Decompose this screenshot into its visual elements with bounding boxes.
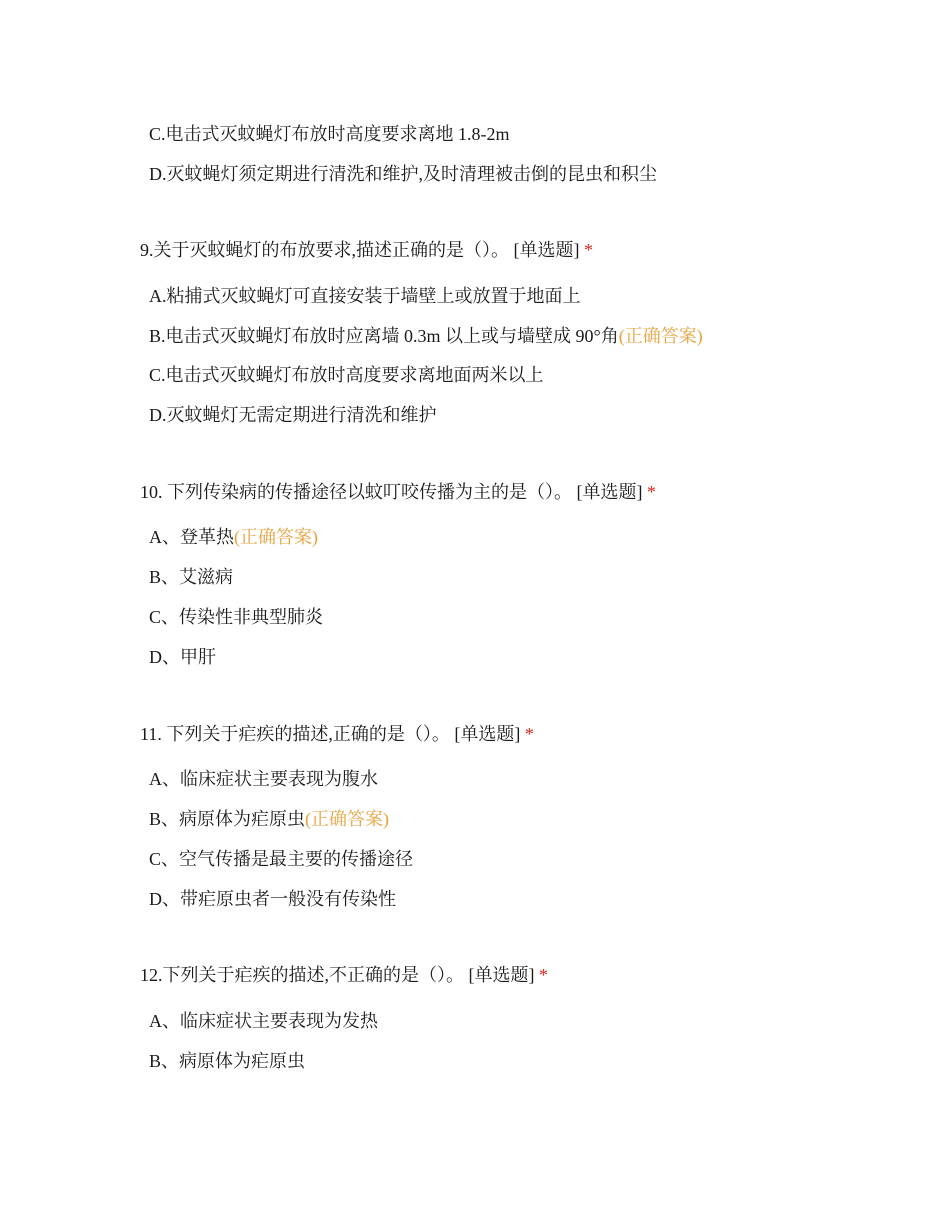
- option-item: [149, 403, 437, 427]
- question-stem: [140, 722, 534, 746]
- correct-answer-label: (正确答案): [234, 527, 318, 547]
- option-item: [149, 1049, 305, 1073]
- option-text: B.电击式灭蚊蝇灯布放时应离墙 0.3m 以上或与墙壁成 90°角: [149, 326, 619, 346]
- option-item: [149, 122, 510, 146]
- option-item: [149, 605, 323, 629]
- option-item: [149, 525, 318, 549]
- required-mark: *: [539, 965, 548, 985]
- option-text: C.电击式灭蚊蝇灯布放时高度要求离地面两米以上: [149, 365, 544, 385]
- option-text: B、病原体为疟原虫: [149, 1051, 306, 1071]
- option-text: C.电击式灭蚊蝇灯布放时高度要求离地 1.8-2m: [149, 124, 510, 144]
- option-item: [149, 887, 396, 911]
- option-text: D、甲肝: [149, 647, 216, 667]
- option-text: B、病原体为疟原虫: [149, 809, 306, 829]
- required-mark: *: [647, 482, 656, 502]
- option-item: [149, 324, 703, 348]
- question-text: 12.下列关于疟疾的描述,不正确的是（）。 [单选题]: [140, 965, 535, 985]
- option-text: D.灭蚊蝇灯无需定期进行清洗和维护: [149, 405, 437, 425]
- option-item: [149, 565, 233, 589]
- option-text: B、艾滋病: [149, 567, 234, 587]
- question-stem: [140, 963, 548, 987]
- option-item: [149, 847, 413, 871]
- option-text: A、临床症状主要表现为腹水: [149, 769, 378, 789]
- option-text: A.粘捕式灭蚊蝇灯可直接安装于墙壁上或放置于地面上: [149, 286, 581, 306]
- option-text: C、传染性非典型肺炎: [149, 607, 324, 627]
- option-item: [149, 645, 216, 669]
- option-item: [149, 162, 657, 186]
- question-stem: [140, 238, 593, 262]
- question-text: 10. 下列传染病的传播途径以蚊叮咬传播为主的是（）。 [单选题]: [140, 482, 643, 502]
- option-item: [149, 807, 389, 831]
- option-text: A、临床症状主要表现为发热: [149, 1011, 378, 1031]
- option-text: A、登革热: [149, 527, 234, 547]
- option-item: [149, 1009, 378, 1033]
- question-text: 9.关于灭蚊蝇灯的布放要求,描述正确的是（）。 [单选题]: [140, 240, 580, 260]
- option-item: [149, 284, 581, 308]
- option-text: C、空气传播是最主要的传播途径: [149, 849, 414, 869]
- option-item: [149, 363, 544, 387]
- correct-answer-label: (正确答案): [305, 809, 390, 829]
- option-text: D.灭蚊蝇灯须定期进行清洗和维护,及时清理被击倒的昆虫和积尘: [149, 164, 657, 184]
- correct-answer-label: (正确答案): [618, 326, 703, 346]
- option-item: [149, 767, 378, 791]
- question-text: 11. 下列关于疟疾的描述,正确的是（）。 [单选题]: [140, 724, 521, 744]
- required-mark: *: [524, 724, 534, 744]
- question-stem: [140, 480, 656, 504]
- option-text: D、带疟原虫者一般没有传染性: [149, 889, 396, 909]
- required-mark: *: [584, 240, 593, 260]
